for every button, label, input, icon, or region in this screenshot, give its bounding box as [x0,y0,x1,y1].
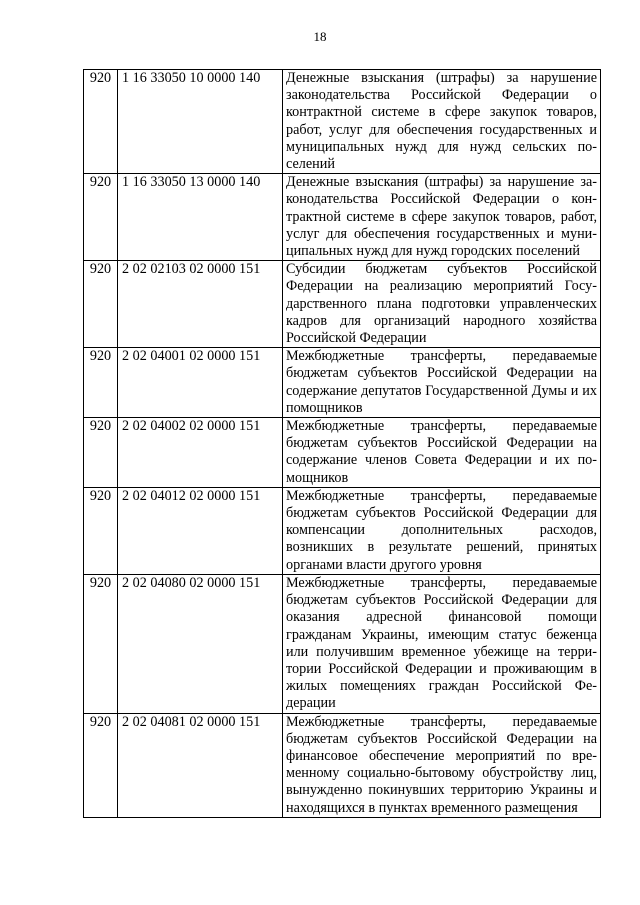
income-description-cell: Денежные взыскания (штрафы) за нарушение законодательства Российской Федерации о контрактной системе в сфере закупок товаров, работ, услуг для обеспечения государственных и муниципальных нужд для нужд городских поселений [283,174,601,261]
income-description-cell: Денежные взыскания (штрафы) за нарушение законодательства Российской Федерации о контрактной системе в сфере закупок товаров, работ, услуг для обеспечения государственных и муниципальных нужд для нужд сельских поселений [283,70,601,174]
budget-code-cell: 2 02 04001 02 0000 151 [118,348,283,418]
budget-code-cell: 1 16 33050 10 0000 140 [118,70,283,174]
table-row [84,348,601,418]
admin-code-cell: 920 [84,70,118,174]
budget-code-cell: 2 02 04081 02 0000 151 [118,713,283,817]
table-row [84,174,601,261]
admin-code-cell: 920 [84,574,118,713]
income-description-cell: Межбюджетные трансферты, передаваемые бюджетам субъектов Российской Федерации для оказания адресной финансовой помощи гражданам Украины, имеющим статус беженца или получившим временное убежище на территории Российской Федерации и проживающим в жилых помещениях граждан Российской Федерации [283,574,601,713]
table-row [84,70,601,174]
budget-code-cell: 2 02 04012 02 0000 151 [118,487,283,574]
table-row [84,261,601,348]
table-row [84,418,601,488]
budget-code-cell: 2 02 04080 02 0000 151 [118,574,283,713]
table-row [84,574,601,713]
page-number: 18 [313,29,327,44]
income-description-cell: Межбюджетные трансферты, передаваемые бюджетам субъектов Российской Федерации на финансовое обеспечение мероприятий по временному социально-бытовому обустройству лиц, вынужденно покинувших территорию Украины и находящихся в пунктах временного размещения [283,713,601,817]
budget-classification-table [83,69,601,818]
table-row [84,713,601,817]
income-description-cell: Субсидии бюджетам субъектов Российской Федерации на реализацию мероприятий Государственного плана подготовки управленческих кадров для организаций народного хозяйства Российской Федерации [283,261,601,348]
budget-code-cell: 2 02 04002 02 0000 151 [118,418,283,488]
admin-code-cell: 920 [84,261,118,348]
admin-code-cell: 920 [84,418,118,488]
budget-code-cell: 1 16 33050 13 0000 140 [118,174,283,261]
admin-code-cell: 920 [84,174,118,261]
admin-code-cell: 920 [84,713,118,817]
admin-code-cell: 920 [84,348,118,418]
admin-code-cell: 920 [84,487,118,574]
budget-code-cell: 2 02 02103 02 0000 151 [118,261,283,348]
income-description-cell: Межбюджетные трансферты, передаваемые бюджетам субъектов Российской Федерации для компенсации дополнительных расходов, возникших в результате решений, принятых органами власти другого уровня [283,487,601,574]
table-row [84,487,601,574]
income-description-cell: Межбюджетные трансферты, передаваемые бюджетам субъектов Российской Федерации на содержание членов Совета Федерации и их помощников [283,418,601,488]
income-description-cell: Межбюджетные трансферты, передаваемые бюджетам субъектов Российской Федерации на содержание депутатов Государственной Думы и их помощников [283,348,601,418]
